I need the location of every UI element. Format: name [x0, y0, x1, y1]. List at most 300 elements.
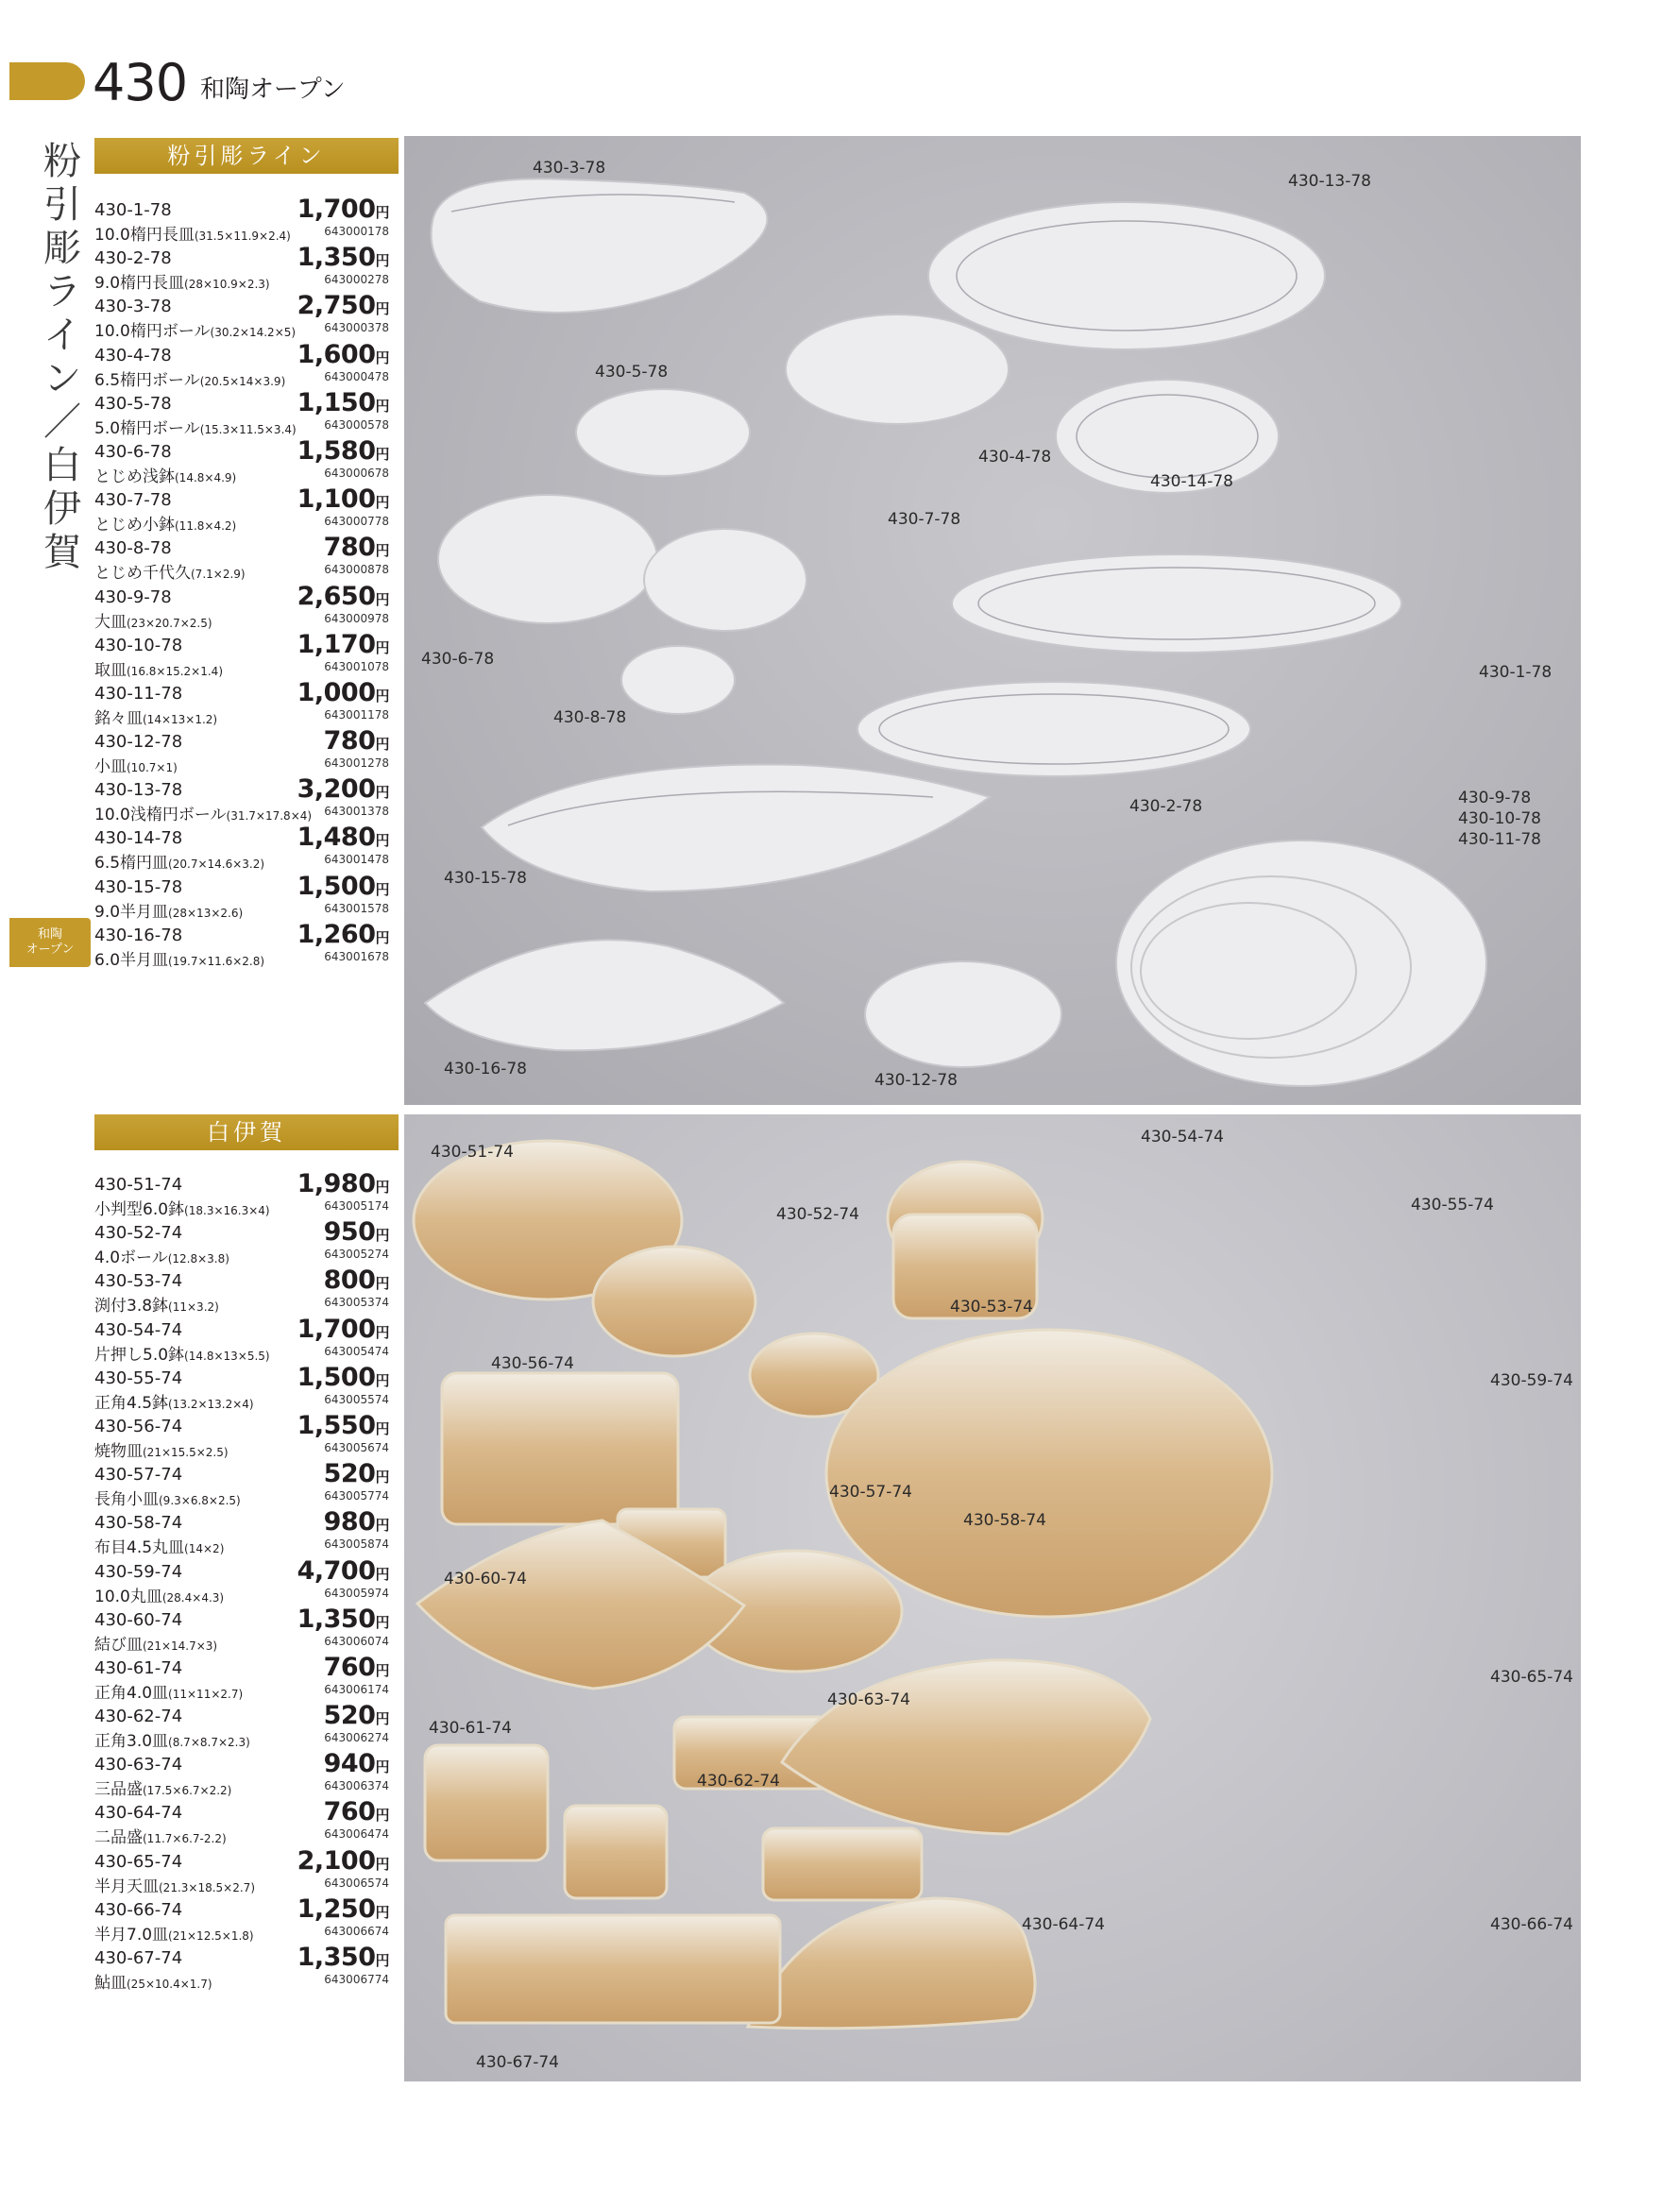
product-name: 二品盛(11.7×6.7-2.2)	[94, 1828, 227, 1848]
product-name: 大皿(23×20.7×2.5)	[94, 612, 212, 632]
product-code: 430-64-74	[94, 1803, 183, 1824]
product-jan-code: 643006574	[324, 1876, 389, 1890]
product-jan-code: 643005974	[324, 1586, 389, 1600]
photo-label: 430-11-78	[1458, 830, 1541, 849]
product-code: 430-8-78	[94, 538, 172, 559]
product-name: とじめ浅鉢(14.8×4.9)	[94, 467, 237, 486]
photo-label: 430-63-74	[827, 1690, 910, 1709]
photo-label: 430-57-74	[829, 1483, 912, 1502]
yen-unit: 円	[375, 445, 389, 463]
product-price: 800円	[323, 1265, 389, 1296]
product-price: 1,350円	[297, 243, 389, 273]
product-row	[94, 1896, 389, 1945]
yen-unit: 円	[375, 1323, 389, 1341]
product-dimensions: (31.5×11.9×2.4)	[194, 229, 291, 243]
product-price: 1,150円	[297, 387, 389, 417]
product-price: 1,550円	[297, 1410, 389, 1440]
product-jan-code: 643005374	[324, 1296, 389, 1310]
product-price: 950円	[323, 1217, 389, 1248]
product-dimensions: (14×2)	[184, 1542, 225, 1556]
product-jan-code: 643001478	[324, 853, 389, 867]
yen-unit: 円	[375, 1710, 389, 1728]
photo-label: 430-53-74	[950, 1298, 1033, 1316]
photo-label: 430-9-78	[1458, 789, 1532, 807]
product-price: 1,580円	[297, 435, 389, 466]
photo-label: 430-7-78	[888, 510, 961, 529]
product-row	[94, 871, 389, 922]
product-price: 1,500円	[297, 871, 389, 901]
product-price: 1,500円	[297, 1362, 389, 1392]
product-code: 430-65-74	[94, 1851, 183, 1872]
photo-label: 430-13-78	[1288, 172, 1371, 191]
product-dimensions: (25×10.4×1.7)	[127, 1978, 212, 1991]
product-dimensions: (18.3×16.3×4)	[184, 1204, 270, 1217]
yen-unit: 円	[375, 687, 389, 705]
yen-unit: 円	[375, 1419, 389, 1437]
product-code: 430-6-78	[94, 441, 172, 462]
product-jan-code: 643000678	[324, 466, 389, 480]
photo-label: 430-55-74	[1411, 1196, 1494, 1214]
product-dimensions: (14.8×4.9)	[175, 470, 237, 484]
product-name: 正角4.0皿(11×11×2.7)	[94, 1683, 244, 1703]
yen-unit: 円	[375, 1952, 389, 1969]
yen-unit: 円	[375, 204, 389, 221]
product-dimensions: (20.5×14×3.9)	[199, 374, 286, 388]
product-jan-code: 643001678	[324, 949, 389, 963]
product-price: 1,260円	[297, 919, 389, 949]
product-price: 1,480円	[297, 823, 389, 853]
dish-430-4-78	[786, 314, 1009, 424]
product-jan-code: 643005874	[324, 1537, 389, 1552]
product-dimensions: (12.8×3.8)	[167, 1252, 229, 1266]
page-subtitle: 和陶オープン	[200, 76, 346, 104]
yen-unit: 円	[375, 1855, 389, 1873]
product-row	[94, 1606, 389, 1655]
photo-label: 430-5-78	[595, 363, 669, 382]
product-code: 430-67-74	[94, 1948, 183, 1968]
product-dimensions: (28.4×4.3)	[161, 1590, 225, 1605]
photo-label: 430-16-78	[444, 1060, 527, 1079]
product-price: 1,980円	[297, 1169, 389, 1198]
yen-unit: 円	[375, 832, 389, 850]
yen-unit: 円	[375, 1807, 389, 1825]
product-dimensions: (7.1×2.9)	[191, 568, 246, 582]
product-name: 布目4.5丸皿(14×2)	[94, 1538, 225, 1558]
product-row	[94, 486, 389, 535]
product-jan-code: 643006174	[324, 1682, 389, 1696]
product-dimensions: (31.7×17.8×4)	[226, 809, 313, 824]
product-name: 渕付3.8鉢(11×3.2)	[94, 1297, 219, 1316]
product-jan-code: 643001378	[324, 805, 389, 819]
product-name: 焼物皿(21×15.5×2.5)	[94, 1441, 229, 1461]
product-jan-code: 643000478	[324, 369, 389, 383]
yen-unit: 円	[375, 880, 389, 898]
dish-430-1-78	[952, 554, 1401, 653]
product-code: 430-52-74	[94, 1223, 183, 1244]
product-name: 6.5楕円ボール(20.5×14×3.9)	[94, 370, 286, 390]
product-price: 520円	[323, 1701, 389, 1731]
product-jan-code: 643006674	[324, 1924, 389, 1938]
dish-430-6-78	[438, 495, 657, 623]
dish-430-13-78	[928, 202, 1325, 349]
product-jan-code: 643005774	[324, 1489, 389, 1503]
product-dimensions: (30.2×14.2×5)	[210, 326, 297, 340]
product-row	[94, 1171, 389, 1219]
product-price: 760円	[323, 1652, 389, 1682]
product-jan-code: 643000878	[324, 563, 389, 577]
photo-label: 430-62-74	[697, 1772, 780, 1791]
product-code: 430-5-78	[94, 393, 172, 414]
dish-430-61-74	[425, 1745, 548, 1860]
product-row	[94, 1703, 389, 1751]
photo-label: 430-10-78	[1458, 809, 1541, 828]
product-name: 片押し5.0鉢(14.8×13×5.5)	[94, 1345, 270, 1365]
photo-label: 430-51-74	[431, 1143, 514, 1162]
side-index-tab: 和陶 オープン	[9, 918, 91, 967]
product-price: 520円	[323, 1459, 389, 1489]
product-row	[94, 245, 389, 293]
product-row	[94, 1219, 389, 1267]
product-code: 430-56-74	[94, 1416, 183, 1436]
product-price: 1,000円	[297, 677, 389, 707]
product-code: 430-55-74	[94, 1367, 183, 1388]
product-row	[94, 677, 389, 728]
product-name: 10.0丸皿(28.4×4.3)	[94, 1587, 225, 1606]
product-name: 小皿(10.7×1)	[94, 757, 178, 777]
product-code: 430-1-78	[94, 200, 172, 220]
product-jan-code: 643000978	[324, 611, 389, 625]
yen-unit: 円	[375, 542, 389, 560]
product-code: 430-57-74	[94, 1465, 183, 1486]
dish-430-12-78	[865, 961, 1061, 1067]
page-tab-marker	[9, 62, 85, 100]
dish-430-8-78	[621, 646, 735, 714]
dish-430-7-78	[644, 529, 806, 631]
dish-430-3-78	[432, 178, 768, 313]
product-jan-code: 643000378	[324, 321, 389, 335]
yen-unit: 円	[375, 1661, 389, 1679]
product-row	[94, 1751, 389, 1799]
photo-label: 430-54-74	[1141, 1128, 1224, 1146]
product-code: 430-13-78	[94, 780, 183, 801]
product-dimensions: (11.7×6.7-2.2)	[143, 1832, 227, 1846]
product-dimensions: (11×3.2)	[168, 1300, 219, 1315]
product-row	[94, 196, 389, 245]
photo-label: 430-60-74	[444, 1570, 527, 1588]
product-code: 430-58-74	[94, 1513, 183, 1534]
photo-label: 430-14-78	[1150, 472, 1233, 491]
product-price: 760円	[323, 1797, 389, 1827]
photo-label: 430-2-78	[1129, 797, 1203, 816]
product-row	[94, 1362, 389, 1413]
yen-unit: 円	[375, 348, 389, 366]
product-dimensions: (21×14.7×3)	[143, 1639, 218, 1653]
dish-430-15-78	[482, 765, 990, 892]
page-number: 430	[93, 53, 188, 112]
product-jan-code: 643000578	[324, 417, 389, 432]
product-code: 430-63-74	[94, 1755, 183, 1775]
product-price: 980円	[323, 1507, 389, 1537]
dish-430-5-78	[576, 389, 750, 476]
yen-unit: 円	[375, 928, 389, 946]
product-price: 1,170円	[297, 629, 389, 659]
product-price: 940円	[323, 1749, 389, 1779]
product-row	[94, 919, 389, 970]
yen-unit: 円	[375, 1517, 389, 1535]
product-photo-shiroiga	[404, 1114, 1581, 2081]
product-dimensions: (10.7×1)	[127, 761, 178, 775]
photo-label: 430-1-78	[1479, 663, 1553, 682]
photo-label-group	[1458, 788, 1541, 850]
product-name: 鮎皿(25×10.4×1.7)	[94, 1974, 212, 1993]
product-jan-code: 643000778	[324, 515, 389, 529]
product-name: 正角4.5鉢(13.2×13.2×4)	[94, 1393, 254, 1413]
product-name: 9.0半月皿(28×13×2.6)	[94, 902, 244, 922]
yen-unit: 円	[375, 736, 389, 754]
shiroiga-dishes-illustration	[404, 1114, 1581, 2081]
yen-unit: 円	[375, 1227, 389, 1245]
product-price: 1,700円	[297, 195, 389, 224]
product-row	[94, 435, 389, 486]
product-name: とじめ小鉢(11.8×4.2)	[94, 516, 237, 535]
product-dimensions: (13.2×13.2×4)	[168, 1397, 254, 1411]
product-row	[94, 1316, 389, 1365]
photo-label: 430-64-74	[1022, 1915, 1105, 1934]
product-row	[94, 1845, 389, 1896]
product-code: 430-15-78	[94, 876, 183, 897]
product-jan-code: 643006374	[324, 1779, 389, 1793]
product-price: 2,100円	[297, 1845, 389, 1876]
product-row	[94, 535, 389, 583]
photo-label: 430-6-78	[421, 650, 495, 669]
dish-430-59-74	[826, 1330, 1272, 1617]
product-name: 結び皿(21×14.7×3)	[94, 1635, 218, 1655]
product-name: 9.0楕円長皿(28×10.9×2.3)	[94, 274, 270, 294]
product-row	[94, 387, 389, 438]
yen-unit: 円	[375, 300, 389, 318]
product-name: 4.0ボール(12.8×3.8)	[94, 1248, 229, 1268]
product-code: 430-11-78	[94, 683, 183, 704]
product-code: 430-10-78	[94, 635, 183, 655]
product-code: 430-16-78	[94, 925, 183, 945]
product-list-shiroiga	[94, 1171, 389, 1993]
product-dimensions: (21×15.5×2.5)	[143, 1445, 229, 1459]
photo-label: 430-15-78	[444, 869, 527, 888]
photo-label: 430-67-74	[476, 2053, 559, 2072]
product-name: 銘々皿(14×13×1.2)	[94, 708, 218, 728]
yen-unit: 円	[375, 1613, 389, 1631]
product-jan-code: 643005574	[324, 1392, 389, 1406]
photo-label: 430-58-74	[963, 1511, 1046, 1530]
product-price: 1,600円	[297, 339, 389, 369]
product-dimensions: (8.7×8.7×2.3)	[168, 1736, 250, 1750]
product-price: 4,700円	[297, 1555, 389, 1586]
photo-label: 430-4-78	[978, 448, 1052, 467]
product-jan-code: 643006474	[324, 1827, 389, 1842]
product-price: 1,100円	[297, 484, 389, 515]
product-price: 780円	[323, 726, 389, 756]
product-code: 430-59-74	[94, 1561, 183, 1582]
product-name: 5.0楕円ボール(15.3×11.5×3.4)	[94, 418, 297, 438]
photo-label: 430-56-74	[491, 1354, 574, 1373]
yen-unit: 円	[375, 590, 389, 608]
product-jan-code: 643005174	[324, 1199, 389, 1213]
product-price: 1,700円	[297, 1314, 389, 1344]
kohiki-dishes-illustration	[404, 136, 1581, 1105]
product-jan-code: 643006074	[324, 1634, 389, 1648]
photo-label: 430-12-78	[874, 1071, 958, 1090]
product-code: 430-14-78	[94, 828, 183, 849]
product-jan-code: 643001578	[324, 901, 389, 915]
product-code: 430-61-74	[94, 1657, 183, 1678]
product-jan-code: 643006274	[324, 1731, 389, 1745]
product-code: 430-66-74	[94, 1899, 183, 1920]
product-jan-code: 643005274	[324, 1248, 389, 1262]
photo-label: 430-66-74	[1490, 1915, 1573, 1934]
product-price: 3,200円	[297, 774, 389, 805]
photo-label: 430-59-74	[1490, 1371, 1573, 1390]
product-code: 430-62-74	[94, 1707, 183, 1727]
product-row	[94, 1410, 389, 1461]
product-jan-code: 643005474	[324, 1344, 389, 1358]
yen-unit: 円	[375, 252, 389, 270]
yen-unit: 円	[375, 494, 389, 512]
product-code: 430-12-78	[94, 732, 183, 753]
product-code: 430-54-74	[94, 1319, 183, 1340]
product-name: 6.0半月皿(19.7×11.6×2.8)	[94, 950, 265, 970]
product-code: 430-51-74	[94, 1175, 183, 1195]
product-dimensions: (15.3×11.5×3.4)	[199, 422, 297, 436]
product-code: 430-7-78	[94, 490, 172, 511]
product-code: 430-2-78	[94, 248, 172, 269]
product-code: 430-4-78	[94, 345, 172, 365]
product-name: 長角小皿(9.3×6.8×2.5)	[94, 1490, 241, 1510]
yen-unit: 円	[375, 1469, 389, 1486]
product-code: 430-3-78	[94, 297, 172, 317]
product-name: 正角3.0皿(8.7×8.7×2.3)	[94, 1732, 250, 1752]
product-row	[94, 1461, 389, 1509]
product-name: とじめ千代久(7.1×2.9)	[94, 564, 246, 584]
dish-430-66-74	[748, 1898, 1035, 2029]
product-dimensions: (14.8×13×5.5)	[184, 1349, 270, 1363]
dish-430-52-74	[593, 1247, 755, 1356]
product-jan-code: 643001178	[324, 707, 389, 722]
photo-label: 430-52-74	[776, 1205, 859, 1224]
dish-430-67-74	[446, 1915, 780, 2023]
photo-label: 430-65-74	[1490, 1668, 1573, 1687]
dish-430-56-74	[442, 1373, 678, 1524]
product-dimensions: (16.8×15.2×1.4)	[127, 664, 223, 678]
product-row	[94, 1267, 389, 1316]
product-row	[94, 1555, 389, 1606]
dish-430-64-74	[763, 1828, 922, 1900]
yen-unit: 円	[375, 784, 389, 802]
product-price: 1,350円	[297, 1943, 389, 1972]
product-name: 10.0楕円ボール(30.2×14.2×5)	[94, 322, 297, 342]
yen-unit: 円	[375, 638, 389, 656]
dish-430-65-74	[782, 1660, 1150, 1834]
product-dimensions: (19.7×11.6×2.8)	[168, 954, 265, 968]
product-price: 2,750円	[297, 291, 389, 321]
yen-unit: 円	[375, 1179, 389, 1196]
product-price: 780円	[323, 533, 389, 563]
yen-unit: 円	[375, 397, 389, 415]
product-row	[94, 629, 389, 680]
product-row	[94, 776, 389, 824]
product-dimensions: (11.8×4.2)	[175, 519, 237, 534]
product-dimensions: (23×20.7×2.5)	[127, 616, 212, 630]
product-name: 取皿(16.8×15.2×1.4)	[94, 660, 223, 680]
product-list-kohiki	[94, 196, 389, 970]
product-row	[94, 339, 389, 390]
product-row	[94, 1652, 389, 1703]
product-dimensions: (17.5×6.7×2.2)	[143, 1784, 232, 1798]
product-code: 430-53-74	[94, 1271, 183, 1292]
product-name: 6.5楕円皿(20.7×14.6×3.2)	[94, 854, 265, 874]
product-jan-code: 643000278	[324, 273, 389, 287]
product-name: 10.0楕円長皿(31.5×11.9×2.4)	[94, 226, 291, 245]
photo-label: 430-8-78	[553, 708, 627, 727]
product-name: 半月7.0皿(21×12.5×1.8)	[94, 1925, 254, 1945]
product-row	[94, 293, 389, 341]
product-jan-code: 643001078	[324, 659, 389, 673]
section-header-kohiki: 粉引彫ライン	[94, 138, 399, 174]
product-jan-code: 643001278	[324, 756, 389, 771]
product-dimensions: (21.3×18.5×2.7)	[159, 1880, 255, 1894]
product-jan-code: 643006774	[324, 1973, 389, 1986]
product-dimensions: (9.3×6.8×2.5)	[159, 1494, 241, 1508]
product-price: 2,650円	[297, 581, 389, 611]
product-row	[94, 1509, 389, 1557]
yen-unit: 円	[375, 1565, 389, 1583]
yen-unit: 円	[375, 1371, 389, 1389]
product-dimensions: (21×12.5×1.8)	[168, 1928, 254, 1943]
product-jan-code: 643000178	[324, 225, 389, 238]
product-row	[94, 728, 389, 776]
photo-label: 430-3-78	[533, 159, 606, 178]
vertical-title: 粉引彫ライン／白伊賀	[43, 140, 81, 574]
product-photo-kohiki	[404, 136, 1581, 1105]
section-header-shiroiga: 白伊賀	[94, 1114, 399, 1150]
product-name: 半月天皿(21.3×18.5×2.7)	[94, 1877, 255, 1896]
product-price: 1,250円	[297, 1894, 389, 1924]
product-code: 430-9-78	[94, 586, 172, 607]
product-dimensions: (20.7×14.6×3.2)	[168, 858, 265, 872]
dish-430-16-78	[425, 940, 784, 1050]
yen-unit: 円	[375, 1275, 389, 1293]
product-name: 小判型6.0鉢(18.3×16.3×4)	[94, 1200, 270, 1219]
product-jan-code: 643005674	[324, 1440, 389, 1454]
product-row	[94, 1799, 389, 1847]
product-dimensions: (11×11×2.7)	[168, 1687, 244, 1701]
product-row	[94, 581, 389, 632]
product-row	[94, 1945, 389, 1993]
product-code: 430-60-74	[94, 1609, 183, 1630]
product-name: 三品盛(17.5×6.7×2.2)	[94, 1780, 232, 1800]
dish-430-11-78	[1141, 903, 1356, 1039]
product-dimensions: (28×13×2.6)	[168, 906, 244, 920]
product-row	[94, 824, 389, 873]
photo-label: 430-61-74	[429, 1719, 512, 1738]
dish-430-2-78	[857, 682, 1250, 776]
yen-unit: 円	[375, 1758, 389, 1776]
yen-unit: 円	[375, 1903, 389, 1921]
dish-430-62-74	[565, 1806, 667, 1898]
product-name: 10.0浅楕円ボール(31.7×17.8×4)	[94, 806, 313, 825]
product-dimensions: (14×13×1.2)	[143, 712, 218, 726]
product-price: 1,350円	[297, 1604, 389, 1634]
product-dimensions: (28×10.9×2.3)	[184, 278, 270, 292]
